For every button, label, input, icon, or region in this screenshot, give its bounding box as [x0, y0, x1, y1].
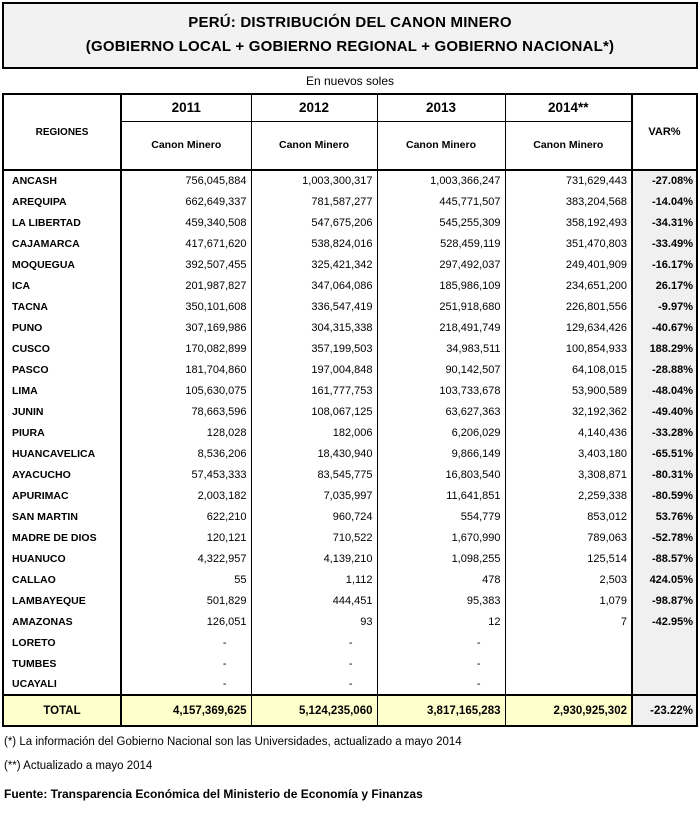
- region-name: MOQUEGUA: [3, 254, 121, 275]
- table-row: [3, 653, 697, 674]
- canon-value-2011: 8,536,206: [121, 443, 251, 464]
- canon-value-2011: 2,003,182: [121, 485, 251, 506]
- canon-value-2011: -: [121, 674, 251, 695]
- region-name: APURIMAC: [3, 485, 121, 506]
- var-percent-value: -88.57%: [632, 548, 697, 569]
- canon-value-2013: 528,459,119: [377, 233, 505, 254]
- var-percent-value: [632, 653, 697, 674]
- region-name: PASCO: [3, 359, 121, 380]
- var-percent-value: 53.76%: [632, 506, 697, 527]
- table-row: [3, 569, 697, 590]
- source-line: Fuente: Transparencia Económica del Ministerio de Economía y Finanzas: [4, 787, 423, 801]
- canon-value-2012: 538,824,016: [251, 233, 377, 254]
- canon-value-2013: 11,641,851: [377, 485, 505, 506]
- canon-value-2012: 960,724: [251, 506, 377, 527]
- var-percent-value: -48.04%: [632, 380, 697, 401]
- canon-minero-table: [2, 93, 698, 727]
- canon-value-2012: -: [251, 674, 377, 695]
- canon-value-2011: -: [121, 632, 251, 653]
- col-header-regiones: REGIONES: [3, 94, 121, 170]
- canon-value-2011: 120,121: [121, 527, 251, 548]
- canon-value-2012: 108,067,125: [251, 401, 377, 422]
- table-row: [3, 254, 697, 275]
- canon-value-2012: -: [251, 632, 377, 653]
- canon-value-2014: [505, 653, 632, 674]
- canon-value-2013: 34,983,511: [377, 338, 505, 359]
- var-percent-value: 188.29%: [632, 338, 697, 359]
- var-percent-value: -98.87%: [632, 590, 697, 611]
- canon-value-2014: 2,503: [505, 569, 632, 590]
- region-name: SAN MARTIN: [3, 506, 121, 527]
- canon-value-2013: 445,771,507: [377, 191, 505, 212]
- table-row: [3, 443, 697, 464]
- canon-value-2014: 351,470,803: [505, 233, 632, 254]
- var-percent-value: -40.67%: [632, 317, 697, 338]
- region-name: LA LIBERTAD: [3, 212, 121, 233]
- canon-value-2011: 501,829: [121, 590, 251, 611]
- canon-value-2014: 3,308,871: [505, 464, 632, 485]
- canon-value-2012: 357,199,503: [251, 338, 377, 359]
- canon-value-2012: 304,315,338: [251, 317, 377, 338]
- canon-value-2011: 307,169,986: [121, 317, 251, 338]
- canon-value-2013: 16,803,540: [377, 464, 505, 485]
- var-percent-value: -49.40%: [632, 401, 697, 422]
- canon-value-2014: 1,079: [505, 590, 632, 611]
- total-2012: 5,124,235,060: [251, 695, 377, 726]
- total-label: TOTAL: [3, 695, 121, 726]
- col-header-2013: 2013: [377, 94, 505, 121]
- table-row: [3, 380, 697, 401]
- region-name: AREQUIPA: [3, 191, 121, 212]
- canon-value-2012: 547,675,206: [251, 212, 377, 233]
- canon-value-2014: 53,900,589: [505, 380, 632, 401]
- canon-value-2014: 32,192,362: [505, 401, 632, 422]
- var-percent-value: -16.17%: [632, 254, 697, 275]
- var-percent-value: -65.51%: [632, 443, 697, 464]
- region-name: MADRE DE DIOS: [3, 527, 121, 548]
- canon-value-2011: 662,649,337: [121, 191, 251, 212]
- region-name: HUANUCO: [3, 548, 121, 569]
- region-name: LORETO: [3, 632, 121, 653]
- canon-value-2013: 545,255,309: [377, 212, 505, 233]
- canon-value-2011: 55: [121, 569, 251, 590]
- var-percent-value: 424.05%: [632, 569, 697, 590]
- canon-value-2012: 182,006: [251, 422, 377, 443]
- subheader-canon-minero-2012: Canon Minero: [251, 121, 377, 170]
- var-percent-value: -80.31%: [632, 464, 697, 485]
- table-footer: [3, 695, 697, 726]
- footnote-1: (*) La información del Gobierno Nacional son las Universidades, actualizado a mayo 2014: [4, 736, 462, 748]
- col-header-2012: 2012: [251, 94, 377, 121]
- table-row: [3, 485, 697, 506]
- col-header-2014: 2014**: [505, 94, 632, 121]
- var-percent-value: [632, 632, 697, 653]
- canon-value-2014: 383,204,568: [505, 191, 632, 212]
- canon-value-2012: 161,777,753: [251, 380, 377, 401]
- canon-value-2011: 128,028: [121, 422, 251, 443]
- canon-value-2014: 2,259,338: [505, 485, 632, 506]
- region-name: LIMA: [3, 380, 121, 401]
- table-row: [3, 170, 697, 191]
- canon-value-2013: 554,779: [377, 506, 505, 527]
- region-name: TACNA: [3, 296, 121, 317]
- canon-value-2011: 4,322,957: [121, 548, 251, 569]
- var-percent-value: -52.78%: [632, 527, 697, 548]
- region-name: ICA: [3, 275, 121, 296]
- canon-value-2011: 417,671,620: [121, 233, 251, 254]
- canon-value-2011: 78,663,596: [121, 401, 251, 422]
- var-percent-value: -27.08%: [632, 170, 697, 191]
- region-name: CALLAO: [3, 569, 121, 590]
- region-name: TUMBES: [3, 653, 121, 674]
- canon-value-2014: 7: [505, 611, 632, 632]
- canon-value-2014: 4,140,436: [505, 422, 632, 443]
- canon-value-2013: -: [377, 632, 505, 653]
- canon-value-2013: 478: [377, 569, 505, 590]
- table-row: [3, 401, 697, 422]
- region-name: PIURA: [3, 422, 121, 443]
- canon-value-2012: 710,522: [251, 527, 377, 548]
- col-header-var-percent: VAR%: [632, 94, 697, 170]
- canon-value-2014: 226,801,556: [505, 296, 632, 317]
- col-header-2011: 2011: [121, 94, 251, 121]
- total-2011: 4,157,369,625: [121, 695, 251, 726]
- var-percent-value: -34.31%: [632, 212, 697, 233]
- canon-value-2013: -: [377, 674, 505, 695]
- total-2014: 2,930,925,302: [505, 695, 632, 726]
- canon-value-2014: 853,012: [505, 506, 632, 527]
- region-name: CAJAMARCA: [3, 233, 121, 254]
- canon-value-2014: [505, 674, 632, 695]
- canon-value-2012: 325,421,342: [251, 254, 377, 275]
- canon-value-2013: 1,003,366,247: [377, 170, 505, 191]
- canon-value-2013: 185,986,109: [377, 275, 505, 296]
- canon-value-2014: 3,403,180: [505, 443, 632, 464]
- table-header: [3, 94, 697, 170]
- canon-value-2013: -: [377, 653, 505, 674]
- canon-value-2014: 731,629,443: [505, 170, 632, 191]
- canon-value-2011: 350,101,608: [121, 296, 251, 317]
- canon-value-2012: 4,139,210: [251, 548, 377, 569]
- canon-value-2014: 100,854,933: [505, 338, 632, 359]
- canon-value-2011: 756,045,884: [121, 170, 251, 191]
- canon-value-2014: 64,108,015: [505, 359, 632, 380]
- page-title-line-1: PERÚ: DISTRIBUCIÓN DEL CANON MINERO: [188, 14, 512, 31]
- region-name: JUNIN: [3, 401, 121, 422]
- canon-value-2012: -: [251, 653, 377, 674]
- canon-value-2012: 197,004,848: [251, 359, 377, 380]
- canon-value-2011: -: [121, 653, 251, 674]
- canon-value-2014: 125,514: [505, 548, 632, 569]
- canon-value-2013: 90,142,507: [377, 359, 505, 380]
- table-row: [3, 674, 697, 695]
- canon-value-2012: 7,035,997: [251, 485, 377, 506]
- canon-value-2013: 63,627,363: [377, 401, 505, 422]
- footnote-2: (**) Actualizado a mayo 2014: [4, 760, 153, 772]
- region-name: ANCASH: [3, 170, 121, 191]
- canon-value-2012: 444,451: [251, 590, 377, 611]
- region-name: CUSCO: [3, 338, 121, 359]
- canon-value-2012: 347,064,086: [251, 275, 377, 296]
- page: [0, 2, 700, 815]
- currency-subtitle: En nuevos soles: [305, 74, 395, 88]
- table-row: [3, 422, 697, 443]
- table-row: [3, 275, 697, 296]
- region-name: LAMBAYEQUE: [3, 590, 121, 611]
- table-row: [3, 506, 697, 527]
- total-var-percent: -23.22%: [632, 695, 697, 726]
- canon-value-2011: 201,987,827: [121, 275, 251, 296]
- region-name: PUNO: [3, 317, 121, 338]
- table-row: [3, 296, 697, 317]
- canon-value-2012: 18,430,940: [251, 443, 377, 464]
- canon-value-2012: 1,112: [251, 569, 377, 590]
- canon-value-2012: 336,547,419: [251, 296, 377, 317]
- table-row: [3, 527, 697, 548]
- subheader-canon-minero-2013: Canon Minero: [377, 121, 505, 170]
- table-row: [3, 590, 697, 611]
- canon-value-2011: 170,082,899: [121, 338, 251, 359]
- canon-value-2014: 249,401,909: [505, 254, 632, 275]
- subheader-canon-minero-2014: Canon Minero: [505, 121, 632, 170]
- table-row: [3, 611, 697, 632]
- table-row: [3, 338, 697, 359]
- table-row: [3, 632, 697, 653]
- canon-value-2011: 622,210: [121, 506, 251, 527]
- canon-value-2013: 12: [377, 611, 505, 632]
- canon-value-2013: 1,098,255: [377, 548, 505, 569]
- region-name: HUANCAVELICA: [3, 443, 121, 464]
- canon-value-2013: 297,492,037: [377, 254, 505, 275]
- canon-value-2014: 789,063: [505, 527, 632, 548]
- canon-value-2014: 129,634,426: [505, 317, 632, 338]
- var-percent-value: -33.49%: [632, 233, 697, 254]
- canon-value-2013: 103,733,678: [377, 380, 505, 401]
- canon-value-2013: 218,491,749: [377, 317, 505, 338]
- canon-value-2013: 1,670,990: [377, 527, 505, 548]
- canon-value-2014: 358,192,493: [505, 212, 632, 233]
- canon-value-2013: 251,918,680: [377, 296, 505, 317]
- canon-value-2011: 392,507,455: [121, 254, 251, 275]
- canon-value-2012: 1,003,300,317: [251, 170, 377, 191]
- canon-value-2013: 6,206,029: [377, 422, 505, 443]
- var-percent-value: -28.88%: [632, 359, 697, 380]
- canon-value-2013: 9,866,149: [377, 443, 505, 464]
- table-row: [3, 548, 697, 569]
- canon-value-2011: 105,630,075: [121, 380, 251, 401]
- subheader-canon-minero-2011: Canon Minero: [121, 121, 251, 170]
- canon-value-2011: 126,051: [121, 611, 251, 632]
- canon-value-2013: 95,383: [377, 590, 505, 611]
- table-row: [3, 317, 697, 338]
- var-percent-value: [632, 674, 697, 695]
- title-box: [2, 2, 698, 69]
- table-row: [3, 212, 697, 233]
- var-percent-value: -42.95%: [632, 611, 697, 632]
- canon-value-2014: 234,651,200: [505, 275, 632, 296]
- region-name: AMAZONAS: [3, 611, 121, 632]
- table-row: [3, 359, 697, 380]
- table-row: [3, 233, 697, 254]
- canon-value-2012: 83,545,775: [251, 464, 377, 485]
- canon-value-2011: 181,704,860: [121, 359, 251, 380]
- page-title-line-2: (GOBIERNO LOCAL + GOBIERNO REGIONAL + GOBIERNO NACIONAL*): [85, 38, 615, 55]
- footnotes: [4, 735, 700, 801]
- table-body: [3, 170, 697, 695]
- total-row: [3, 695, 697, 726]
- var-percent-value: -9.97%: [632, 296, 697, 317]
- var-percent-value: -14.04%: [632, 191, 697, 212]
- table-row: [3, 191, 697, 212]
- canon-value-2011: 57,453,333: [121, 464, 251, 485]
- canon-value-2012: 93: [251, 611, 377, 632]
- var-percent-value: -33.28%: [632, 422, 697, 443]
- total-2013: 3,817,165,283: [377, 695, 505, 726]
- var-percent-value: -80.59%: [632, 485, 697, 506]
- var-percent-value: 26.17%: [632, 275, 697, 296]
- canon-value-2014: [505, 632, 632, 653]
- canon-value-2012: 781,587,277: [251, 191, 377, 212]
- year-header-row: [3, 94, 697, 121]
- canon-value-2011: 459,340,508: [121, 212, 251, 233]
- region-name: UCAYALI: [3, 674, 121, 695]
- table-row: [3, 464, 697, 485]
- region-name: AYACUCHO: [3, 464, 121, 485]
